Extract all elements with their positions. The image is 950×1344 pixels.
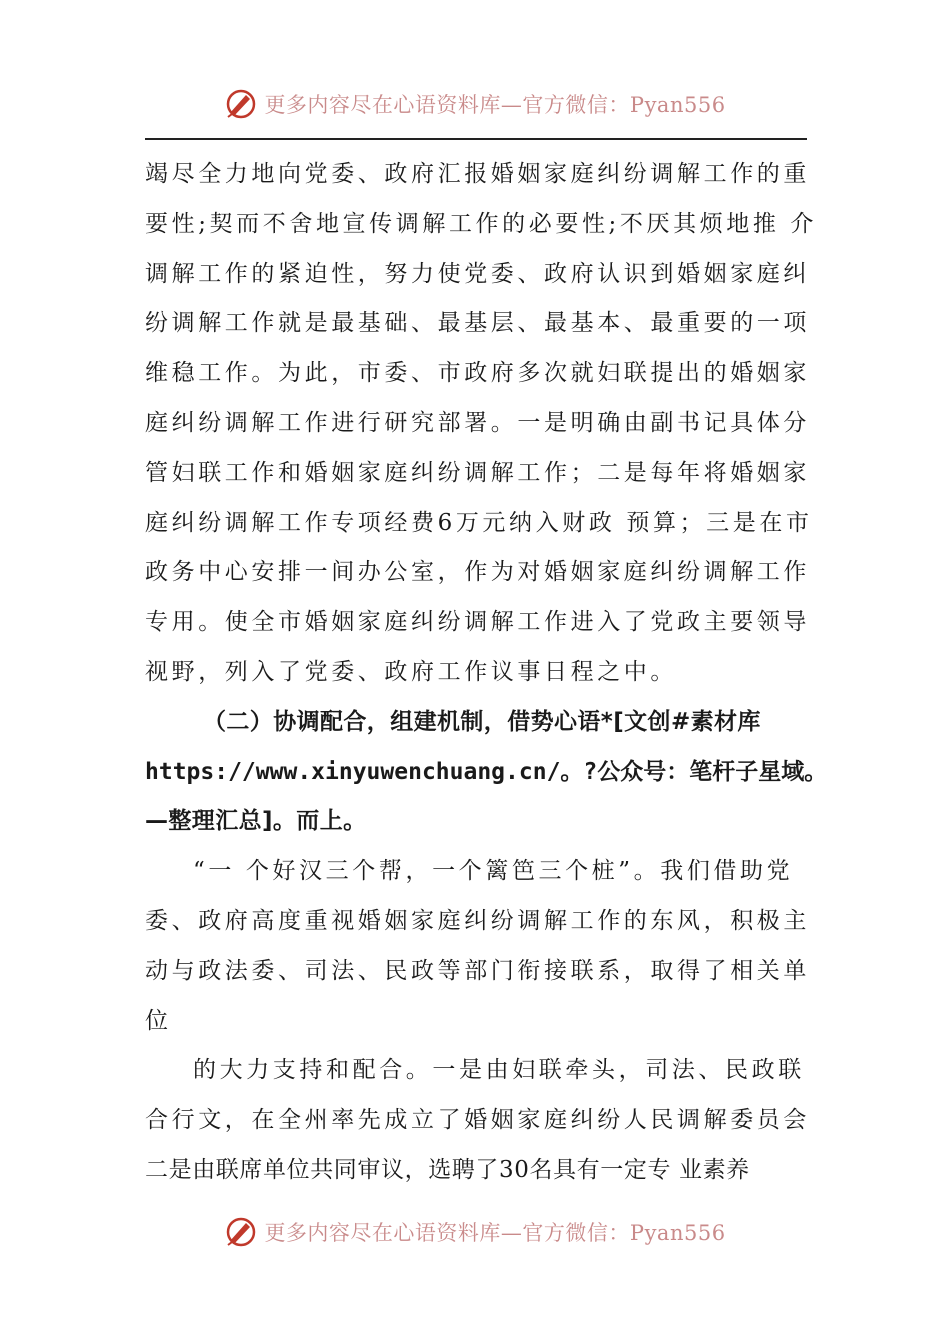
pen-seal-icon <box>224 1215 258 1249</box>
section-heading: （二）协调配合，组建机制，借势心语*[文创#素材库 <box>203 708 761 735</box>
pen-seal-icon <box>224 87 258 121</box>
header-watermark <box>0 84 950 124</box>
paragraph-line: 政务中心安排一间办公室，作为对婚姻家庭纠纷调解工作 <box>145 559 810 586</box>
watermark-text: 更多内容尽在心语资料库—官方微信：Pyan556 <box>264 93 726 117</box>
paragraph-line: 管妇联工作和婚姻家庭纠纷调解工作；二是每年将婚姻家 <box>145 459 810 486</box>
paragraph-line: “一 个好汉三个帮，一个篱笆三个桩”。我们借助党 <box>193 858 794 885</box>
paragraph-line: 专用。使全市婚姻家庭纠纷调解工作进入了党政主要领导 <box>145 609 810 636</box>
paragraph-line: 位 <box>145 1007 172 1034</box>
paragraph-line: 维稳工作。为此，市委、市政府多次就妇联提出的婚姻家 <box>145 360 810 387</box>
document-body <box>145 150 828 1196</box>
paragraph-line: 要性;契而不舍地宣传调解工作的必要性;不厌其烦地推 介 <box>145 210 818 237</box>
watermark-text: 更多内容尽在心语资料库—官方微信：Pyan556 <box>264 1221 726 1245</box>
paragraph-line: 庭纠纷调解工作专项经费6万元纳入财政 预算；三是在市 <box>145 509 813 536</box>
paragraph-line: 委、政府高度重视婚姻家庭纠纷调解工作的东风，积极主 <box>145 907 810 934</box>
paragraph-line: 竭尽全力地向党委、政府汇报婚姻家庭纠纷调解工作的重 <box>145 161 810 187</box>
paragraph-line: 庭纠纷调解工作进行研究部署。一是明确由副书记具体分 <box>145 409 810 436</box>
footer-watermark <box>0 1212 950 1252</box>
paragraph-line: 合行文，在全州率先成立了婚姻家庭纠纷人民调解委员会 <box>145 1107 810 1134</box>
header-divider <box>145 138 807 140</box>
section-heading-continued: https://www.xinyuwenchuang.cn/。?公众号：笔杆子星域。 <box>145 758 828 785</box>
section-heading-continued: —整理汇总]。而上。 <box>145 808 367 835</box>
paragraph-line: 二是由联席单位共同审议，选聘了30名具有一定专 业素养 <box>145 1156 750 1183</box>
paragraph-line: 纷调解工作就是最基础、最基层、最基本、最重要的一项 <box>145 310 810 337</box>
paragraph-line: 调解工作的紧迫性，努力使党委、政府认识到婚姻家庭纠 <box>145 260 810 287</box>
paragraph-line: 视野，列入了党委、政府工作议事日程之中。 <box>145 658 677 685</box>
paragraph-line: 动与政法委、司法、民政等部门衔接联系，取得了相关单 <box>145 957 810 984</box>
paragraph-line: 的大力支持和配合。一是由妇联牵头，司法、民政联 <box>193 1057 805 1084</box>
